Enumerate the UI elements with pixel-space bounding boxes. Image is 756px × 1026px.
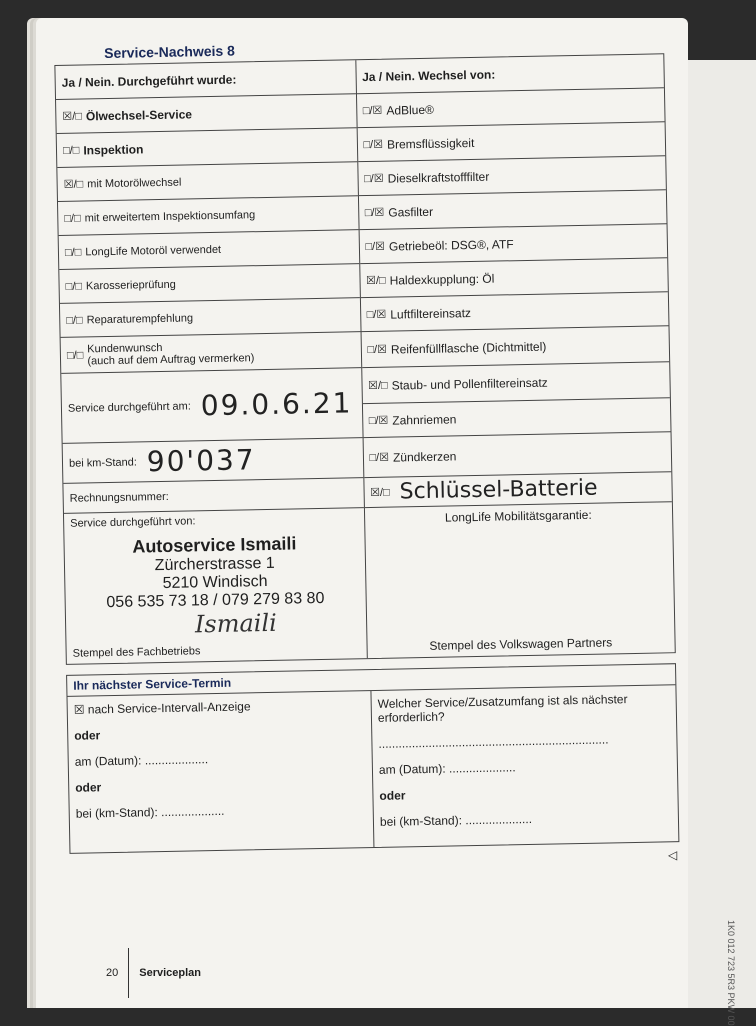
- kundenwunsch-row: [61, 332, 361, 374]
- stamp-city: 5210 Windisch: [162, 572, 268, 592]
- checkbox-pair[interactable]: □/□: [65, 280, 83, 293]
- next-interval-option[interactable]: ☒ nach Service-Intervall-Anzeige: [73, 699, 251, 717]
- checkbox-pair[interactable]: □/□: [64, 246, 82, 259]
- footer-divider: [128, 948, 129, 998]
- service-grid: [54, 53, 675, 665]
- mobility-label: LongLife Mobilitätsgarantie:: [444, 507, 592, 525]
- item-label: Zahnriemen: [392, 411, 457, 428]
- item-label: mit erweitertem Inspektionsumfang: [84, 208, 256, 224]
- checkbox-pair[interactable]: □/☒: [367, 343, 388, 357]
- mobility-row: [364, 502, 674, 658]
- checkbox-pair[interactable]: □/□: [66, 314, 83, 327]
- right-item: [363, 432, 671, 478]
- item-label: mit Motorölwechsel: [87, 176, 182, 190]
- next-service-title: Ihr nächster Service-Termin: [67, 664, 675, 697]
- right-column: [356, 54, 675, 658]
- checkbox-pair[interactable]: □/☒: [365, 240, 386, 254]
- page-number: 20: [106, 967, 119, 979]
- checkbox-pair[interactable]: ☒/□: [367, 379, 388, 393]
- edge-code: 1K0 012 723 5R3 PKW 00: [726, 920, 736, 1026]
- next-question: Welcher Service/Zusatzumfang ist als nächster erforderlich?: [377, 692, 628, 725]
- item-label: Dieselkraftstofffilter: [387, 169, 490, 186]
- stamp-name: Autoservice Ismaili: [132, 532, 297, 557]
- stamp-phone: 056 535 73 18 / 079 279 83 80: [106, 589, 325, 611]
- checkbox-pair[interactable]: □/☒: [363, 138, 384, 152]
- item-label: Inspektion: [83, 141, 144, 157]
- left-item: [60, 298, 360, 338]
- page-title: Service-Nachweis 8: [103, 42, 236, 62]
- service-date-row: [61, 368, 362, 444]
- extra-item-value[interactable]: Schlüssel-Batterie: [399, 475, 598, 505]
- checkbox-pair[interactable]: ☒/□: [62, 110, 83, 123]
- item-label: Zündkerzen: [392, 448, 457, 465]
- checkbox-pair[interactable]: □/□: [66, 348, 84, 362]
- next-service-box: [66, 663, 679, 854]
- signature: Ismaili: [194, 608, 278, 638]
- next-right-km-field[interactable]: bei (km-Stand): ....................: [379, 811, 533, 829]
- km-value[interactable]: 90'037: [146, 443, 256, 479]
- service-by-label: Service durchgeführt von:: [70, 515, 196, 530]
- service-by-row: [64, 508, 366, 664]
- item-label: Staub- und Pollenfiltereinsatz: [391, 375, 548, 393]
- kundenwunsch-label: Kundenwunsch: [87, 341, 163, 355]
- adjacent-page: [684, 60, 756, 1026]
- checkbox-pair[interactable]: □/☒: [363, 172, 384, 186]
- checkbox-pair[interactable]: ☒/□: [370, 486, 390, 500]
- item-label: Gasfilter: [388, 204, 434, 220]
- km-label: bei km-Stand:: [68, 455, 137, 470]
- checkbox-pair[interactable]: □/☒: [364, 206, 385, 220]
- left-header: Ja / Nein. Durchgeführt wurde:: [55, 60, 355, 100]
- page-turn-arrow-icon: ◁: [668, 848, 678, 862]
- checkbox-pair[interactable]: ☒/□: [63, 178, 84, 191]
- item-label: LongLife Motoröl verwendet: [85, 243, 222, 258]
- checkbox-pair[interactable]: □/☒: [368, 414, 389, 428]
- checkbox-pair[interactable]: □/□: [64, 212, 81, 225]
- left-item: [57, 128, 357, 168]
- booklet-page: [36, 18, 688, 1008]
- left-item: [59, 230, 359, 270]
- next-service-body: [67, 685, 678, 853]
- left-item: [59, 264, 359, 304]
- right-header: Ja / Nein. Wechsel von:: [356, 54, 664, 94]
- item-label: Haldexkupplung: Öl: [389, 271, 495, 288]
- item-label: Getriebeöl: DSG®, ATF: [388, 236, 514, 254]
- next-answer-field[interactable]: .....................................................................: [378, 732, 609, 751]
- checkbox-pair[interactable]: ☒/□: [365, 274, 386, 288]
- item-label: AdBlue®: [386, 102, 435, 118]
- next-date-field[interactable]: am (Datum): ...................: [74, 752, 209, 769]
- next-km-field[interactable]: bei (km-Stand): ...................: [75, 803, 225, 821]
- service-record: [54, 34, 681, 854]
- item-label: Bremsflüssigkeit: [386, 135, 475, 152]
- kundenwunsch-note: (auch auf dem Auftrag vermerken): [87, 351, 255, 367]
- item-label: Reifenfüllflasche (Dichtmittel): [390, 339, 547, 357]
- invoice-label: Rechnungsnummer:: [69, 490, 169, 505]
- stamp-label: Stempel des Fachbetriebs: [72, 645, 201, 660]
- checkbox-pair[interactable]: □/□: [62, 144, 80, 157]
- footer-section: Serviceplan: [139, 967, 202, 979]
- right-item: [362, 362, 670, 404]
- vw-stamp-label: Stempel des Volkswagen Partners: [429, 635, 613, 653]
- km-row: [63, 438, 363, 484]
- right-item: [361, 326, 669, 368]
- left-item: [56, 94, 356, 134]
- item-label: Karosserieprüfung: [85, 278, 176, 292]
- page-footer: [106, 948, 201, 998]
- service-date-value[interactable]: 09.0.6.21: [200, 386, 353, 423]
- item-label: Ölwechsel-Service: [85, 106, 193, 123]
- next-right-or: oder: [379, 788, 406, 803]
- left-item: [58, 196, 358, 236]
- item-label: Reparaturempfehlung: [86, 311, 194, 326]
- kundenwunsch-text: [87, 340, 254, 367]
- stamp-street: Zürcherstrasse 1: [154, 554, 275, 574]
- service-date-label: Service durchgeführt am:: [67, 399, 191, 415]
- next-right: [371, 685, 678, 847]
- item-label: Luftfiltereinsatz: [390, 305, 472, 322]
- next-left: [67, 691, 374, 853]
- next-or-2: oder: [75, 780, 102, 795]
- checkbox-pair[interactable]: □/☒: [362, 104, 383, 118]
- left-column: [55, 60, 367, 664]
- next-or-1: oder: [74, 728, 101, 743]
- checkbox-pair[interactable]: □/☒: [366, 308, 387, 322]
- workshop-stamp: [70, 532, 359, 641]
- next-right-date-field[interactable]: am (Datum): ....................: [378, 760, 516, 777]
- left-item: [57, 162, 357, 202]
- checkbox-pair[interactable]: □/☒: [369, 451, 390, 465]
